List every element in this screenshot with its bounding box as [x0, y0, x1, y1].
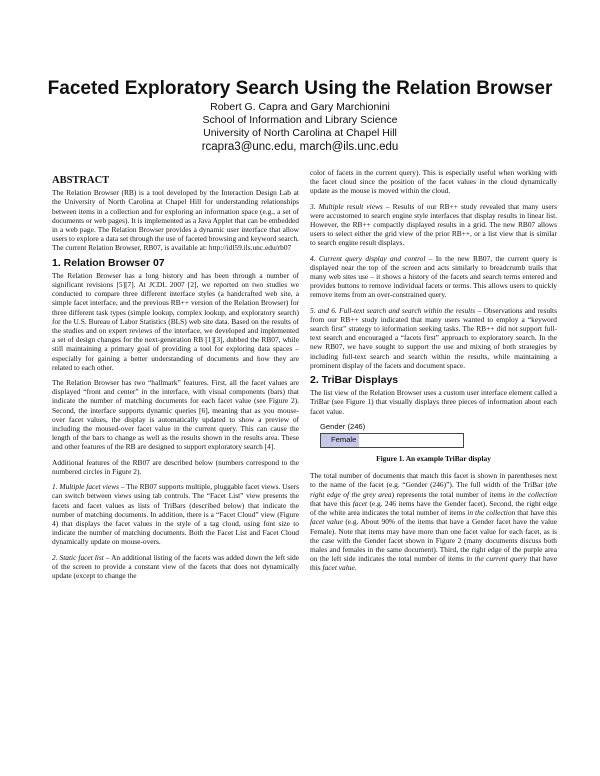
feature-3-text: – Results of our RB++ study revealed that many users were accustomed to search engine style interfaces that display results in linear list. However, the RB++ compactly displayed results in a grid. The new RB07 allows users to select either the grid view of the prior RB++, or a list view that is similar to search engine result displays.	[310, 201, 558, 248]
section-2-intro: The list view of the Relation Browser uses a custom user interface element called a TriBar (see Figure 1) that visually displays three pieces of information about each facet value.	[310, 388, 557, 416]
feature-1-para	[52, 482, 299, 546]
section-1-heading: 1. Relation Browser 07	[52, 256, 165, 269]
section-2-heading: 2. TriBar Displays	[310, 374, 399, 387]
feature-4-para	[310, 254, 557, 300]
feature-5-text: – Observations and results from our RB++ study indicated that many users wanted to employ a “keyword search first” strategy to information seeking tasks. The RB++ did not support full-text search and encouraged a “facets first” approach to exploratory search. In the new RB07, we have sought to support the use and mixing of both strategies by including full-text search and search within the results, while maintaining a prominent display of the facets and document space.	[310, 305, 557, 370]
affiliation-line-2: University of North Carolina at Chapel Hill	[203, 127, 397, 139]
tribar-facet-label: Gender (246)	[320, 421, 366, 431]
section-2-para: The total number of documents that match this facet is shown in parentheses next to the name of the facet (e.g. “Gender (246)”). The full width of the TriBar (the right edge of the grey area) represents the total number of items in the collection that have this facet (e.g. 246 items have the Gender facet). Second, the right edge of the white area indicates the total number of items in the collection that have this facet value (e.g. About 90% of the items that have a Gender facet have the value Female). Note that items may have more than one facet value for each facet, as is the case with the Gender facet shown in Figure 2 (many documents discuss both males and females in the same document). Third, the right edge of the purple area on the left side indicates the total number of items in the current query that have this facet value.	[310, 471, 558, 573]
feature-2-para	[52, 553, 299, 581]
figure-1-caption: Figure 1. An example TriBar display	[376, 454, 491, 464]
feature-2-continued: color of facets in the current query). This is especially useful when working with the facet cloud since the position of the facet values in the cloud dynamically update as the mouse is moved within the cloud.	[310, 168, 557, 196]
paper-title: Faceted Exploratory Search Using the Relation Browser	[47, 78, 553, 99]
author-block	[0, 101, 600, 155]
feature-3-label: 3. Multiple result views	[310, 201, 383, 211]
feature-4-text: – In the new RB07, the current query is displayed near the top of the screen and acts similarly to breadcrumb trails that many web sites use – it shows a history of the facets and search terms entered and provides buttons to remove individual facets or terms. This allows users to quickly remove items from an over-constrained query.	[310, 253, 557, 300]
feature-1-text: – The RB07 supports multiple, pluggable facet views. Users can switch between views using tab controls. The “Facet List” view presents the facets and facet values as lists of TriBars (described below) that indicate the number of matching documents. In addition, there is a “Facet Cloud” view (Figure 4) that displays the facet values in the style of a tag cloud, using font size to indicate the number of matching documents. Both the Facet List and Facet Cloud dynamically update on mouse-overs.	[52, 482, 299, 547]
abstract-heading: ABSTRACT	[52, 175, 110, 186]
feature-3-para	[310, 202, 557, 248]
section-1-para-2: The Relation Browser has two “hallmark” features. First, all the facet values are displayed “front and center” in the interface, with visual components (bars) that indicate the number of matching documents for each facet value (see Figure 2). Second, the interface supports dynamic queries [6], meaning that as you mouse-over facet values, the display is automatically updated to show a preview of including the moused-over facet value in the current query. This can cause the length of the bars to change as well as the results shown in the results area. These and other features of the RB are designed to support exploratory search [4].	[52, 378, 299, 452]
feature-5-label: 5. and 6. Full-text search and search within the results	[310, 305, 476, 315]
tribar-figure	[320, 422, 557, 448]
affiliation-line-1: School of Information and Library Science	[202, 114, 398, 126]
left-column	[52, 176, 299, 586]
feature-4-label: 4. Current query display and control	[310, 253, 426, 263]
feature-2-text: – An additional listing of the facets was added down the left side of the screen to provide a constant view of the facets that does not dynamically update (except to change the	[52, 552, 299, 580]
feature-1-label: 1. Multiple facet views	[52, 482, 119, 492]
tribar-value-label: Female	[331, 435, 357, 445]
author-emails: rcapra3@unc.edu, march@ils.unc.edu	[201, 141, 399, 153]
section-1-para-1: The Relation Browser has a long history and has been through a number of significant revisions [5][7]. At JCDL 2007 [2], we reported on two studies we conducted to compare three different interface styles (a handcrafted web site, a simple facet interface, and the previous RB++ version of the Relation Browser) for three different task types (simple lookup, complex lookup, and exploratory search) for the U.S. Bureau of Labor Statistics (BLS) web site data. Based on the results of the studies and on expert reviews of the interface, we developed and implemented a set of design changes for the next-generation RB [1][3], dubbed the RB07, while still maintaining a primary goal of providing a tool for exploring data spaces – especially for gaining a better understanding of documents and how they are related to each other.	[52, 270, 299, 372]
feature-5-para	[310, 306, 557, 370]
abstract-text: The Relation Browser (RB) is a tool developed by the Interaction Design Lab at the University of North Carolina at Chapel Hill for understanding relationships between items in a collection and for exploring an information space (e.g., a set of documents or web pages). It is implemented as a Java Applet that can be embedded in a web page. The Relation Browser provides a dynamic user interface that allow users to explore a data set through the use of faceted browsing and keyword search. The current Relation Browser, RB07, is available at: http://idl59.ils.unc.edu/rb07	[52, 188, 299, 253]
feature-2-label: 2. Static facet list	[52, 552, 104, 562]
section-1-para-3: Additional features of the RB07 are described below (numbers correspond to the numbered circles in Figure 2).	[52, 457, 299, 476]
author-names: Robert G. Capra and Gary Marchionini	[210, 101, 390, 113]
tribar-bar	[320, 433, 464, 448]
right-column	[310, 168, 557, 579]
